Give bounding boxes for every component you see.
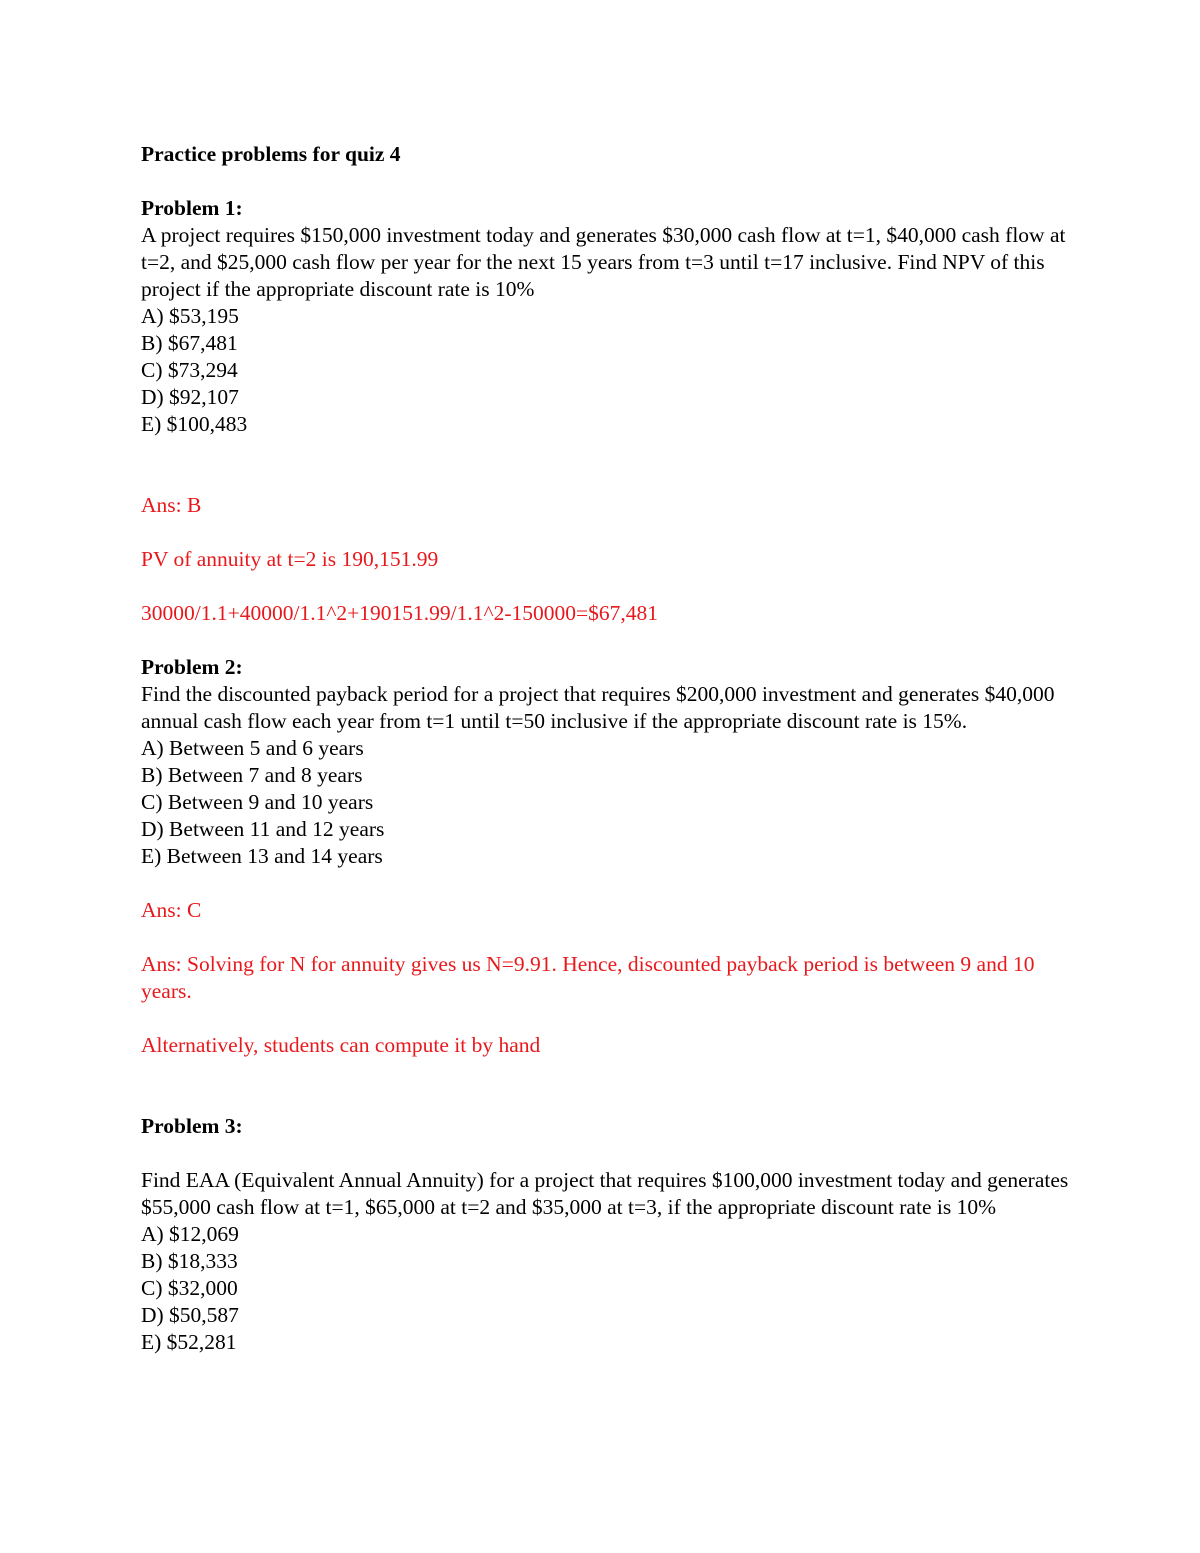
- problem-1-note-annuity: PV of annuity at t=2 is 190,151.99: [141, 547, 439, 571]
- problem-1-option-a: A) $53,195: [141, 304, 239, 328]
- problem-2-option-e: E) Between 13 and 14 years: [141, 844, 383, 868]
- problem-1: [141, 195, 1071, 654]
- problem-2-note-alternative: Alternatively, students can compute it by hand: [141, 1033, 541, 1057]
- document-title: Practice problems for quiz 4: [141, 142, 401, 166]
- problem-3-option-e: E) $52,281: [141, 1330, 237, 1354]
- problem-3: [141, 1113, 1071, 1356]
- problem-2-option-a: A) Between 5 and 6 years: [141, 736, 364, 760]
- problem-3-option-c: C) $32,000: [141, 1276, 238, 1300]
- problem-1-heading: Problem 1:: [141, 196, 243, 220]
- document-body: [141, 141, 1071, 1356]
- problem-1-text: A project requires $150,000 investment today and generates $30,000 cash flow at t=1, $40,000 cash flow at t=2, and $25,000 cash flow per year for the next 15 years from t=3 until t=17 inclusive. Find NPV of this project if the appropriate discount rate is 10%: [141, 223, 1066, 301]
- problem-2-option-d: D) Between 11 and 12 years: [141, 817, 385, 841]
- problem-2: [141, 654, 1071, 1113]
- problem-1-option-c: C) $73,294: [141, 358, 238, 382]
- problem-1-option-b: B) $67,481: [141, 331, 238, 355]
- problem-2-option-c: C) Between 9 and 10 years: [141, 790, 374, 814]
- problem-2-option-b: B) Between 7 and 8 years: [141, 763, 363, 787]
- problem-2-note-solution: Ans: Solving for N for annuity gives us N=9.91. Hence, discounted payback period is between 9 and 10 years.: [141, 952, 1035, 1003]
- problem-3-heading: Problem 3:: [141, 1114, 243, 1138]
- problem-2-text: Find the discounted payback period for a project that requires $200,000 investment and generates $40,000 annual cash flow each year from t=1 until t=50 inclusive if the appropriate discount rate is 15%.: [141, 682, 1055, 733]
- problem-1-option-d: D) $92,107: [141, 385, 239, 409]
- problem-3-option-a: A) $12,069: [141, 1222, 239, 1246]
- problem-1-note-calculation: 30000/1.1+40000/1.1^2+190151.99/1.1^2-150000=$67,481: [141, 601, 659, 625]
- problem-1-option-e: E) $100,483: [141, 412, 248, 436]
- problem-3-option-d: D) $50,587: [141, 1303, 239, 1327]
- problem-2-answer: Ans: C: [141, 898, 202, 922]
- problem-3-text: Find EAA (Equivalent Annual Annuity) for a project that requires $100,000 investment today and generates $55,000 cash flow at t=1, $65,000 at t=2 and $35,000 at t=3, if the appropriate discount rate is 10%: [141, 1168, 1069, 1219]
- problem-3-option-b: B) $18,333: [141, 1249, 238, 1273]
- problem-1-answer: Ans: B: [141, 493, 202, 517]
- problem-2-heading: Problem 2:: [141, 655, 243, 679]
